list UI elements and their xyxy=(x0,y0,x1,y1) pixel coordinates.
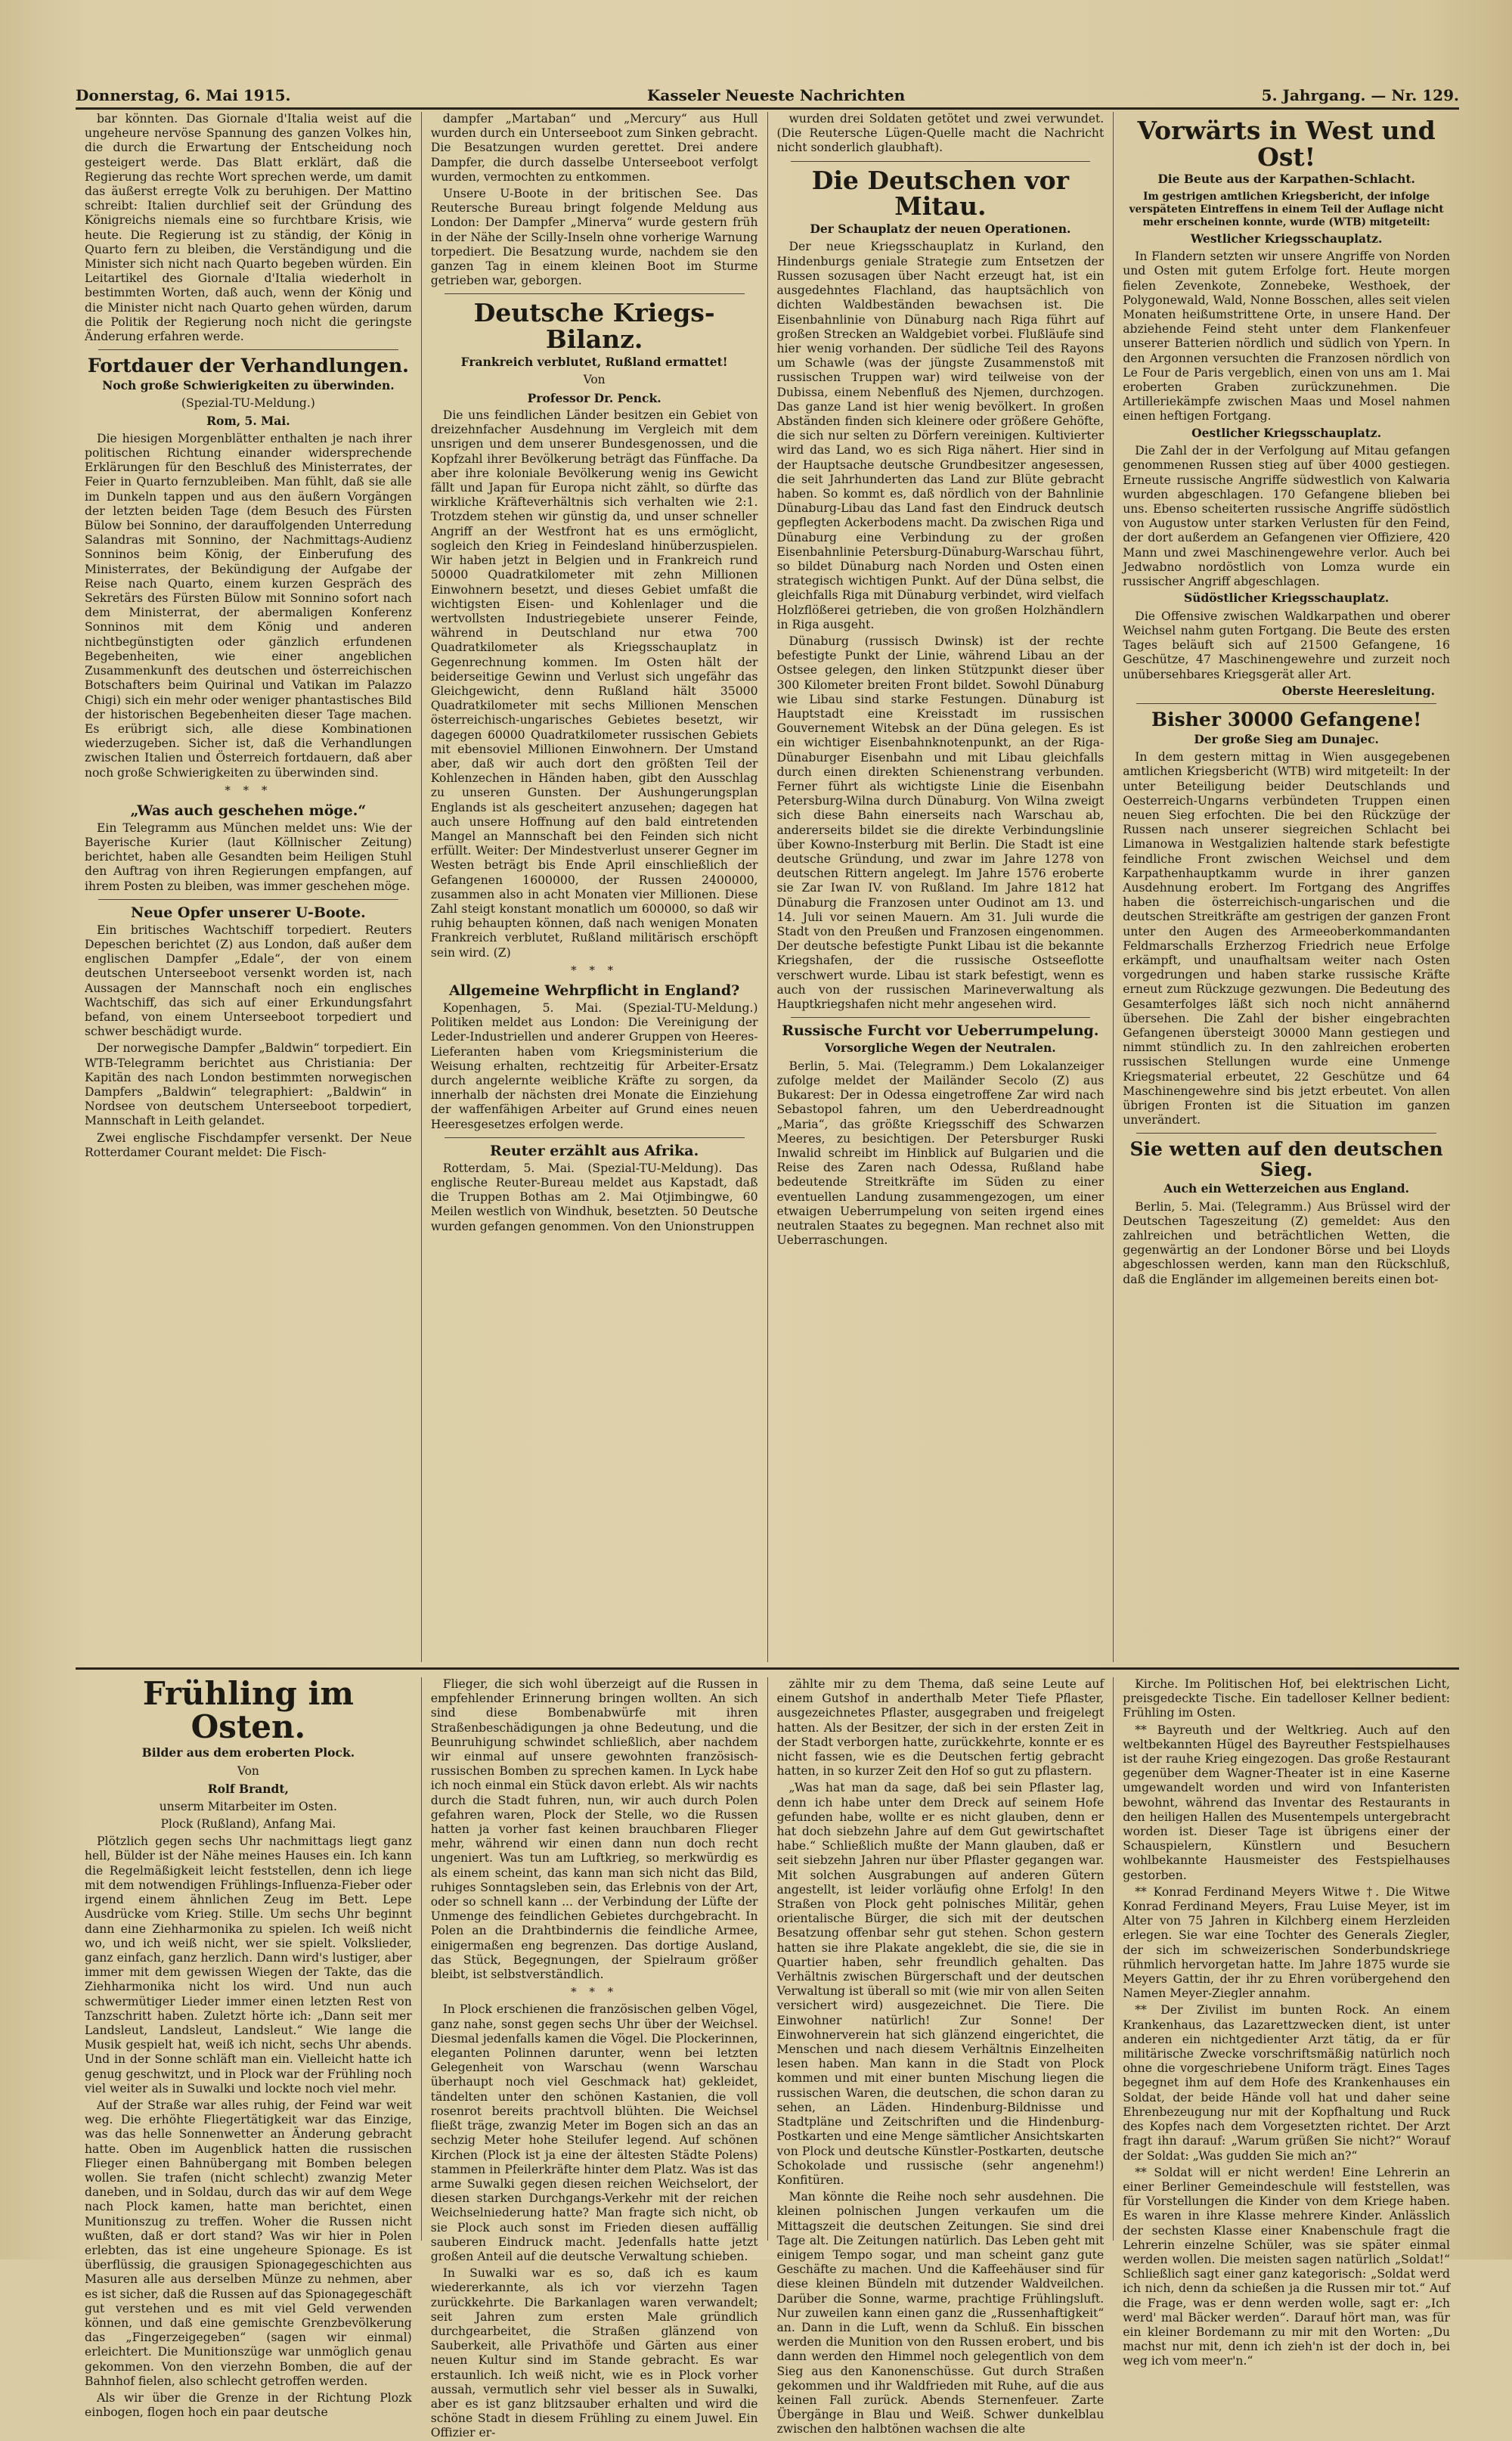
article-paragraph: Ein britisches Wachtschiff torpediert. Reuters Depeschen berichtet (Z) aus London, daß außer dem englischen Dampfer „Edale“, der von einem deutschen Unterseeboot versenkt worden ist, nach Aussagen der Mannschaft noch ein englisches Wachtschiff, das sich auf einer Erkundungsfahrt befand, von einem Unterseeboot torpediert und schwer beschädigt wurde. xyxy=(85,923,412,1039)
article-paragraph: Der neue Kriegsschauplatz in Kurland, den Hindenburgs geniale Strategie zum Entsetzen der Russen sozusagen über Nacht erzeugt hat, ist ein ausgedehntes Flachland, das hauptsächlich von dichten Waldbeständen bewachsen ist. Die Eisenbahnlinie von Dünaburg nach Riga führt auf großen Strecken an Waldgebiet vorbei. Flußläufe sind hier wenig vorhanden. Der südliche Teil des Rayons um Schawle (was der jüngste Zusammenstoß mit russischen Truppen war) wird teilweise von der Dubissa, einem Nebenfluß des Njemen, durchzogen. Das ganze Land ist hier wenig bevölkert. In großen Abständen finden sich kleinere oder größere Gehöfte, die sich nur selten zu Dörfern vereinigen. Kultivierter wird das Land, wo es sich Riga nähert. Hier sind in der Hauptsache deutsche Grundbesitzer angesessen, die seit Jahrhunderten das Land zur Blüte gebracht haben. So kommt es, daß nördlich von der Bahnlinie Dünaburg-Libau das Land fast den Eindruck deutsch gepflegten Ackerbodens macht. Da zwischen Riga und Dünaburg eine Verbindung zu der großen Eisenbahnlinie Petersburg-Dünaburg-Warschau führt, so bildet Dünaburg nach Norden und Osten einen strategisch wichtigen Punkt. Auf der Düna selbst, die gleichfalls Riga mit Dünaburg verbindet, wird vielfach Holzflößerei getrieben, die von großen Holzhändlern in Riga ausgeht. xyxy=(776,240,1105,631)
source-note: (Spezial-TU-Meldung.) xyxy=(181,396,315,411)
headline-afrika: Reuter erzählt aus Afrika. xyxy=(490,1142,699,1159)
article-paragraph: zählte mir zu dem Thema, daß seine Leute auf einem Gutshof in anderthalb Meter Tiefe Pflaster, ausgezeichnetes Pflaster, ausgegraben und freigelegt hatten. Als der Besitzer, der sich in der ersten Zeit in der Stadt verborgen hatte, zurückkehrte, konnte er es nicht fassen, wie es die Deutschen fertig gebracht hatten, in so kurzer Zeit den Hof so gut zu pflastern. xyxy=(776,1677,1105,1779)
dateline: Rom, 5. Mai. xyxy=(206,414,290,429)
divider xyxy=(1136,1133,1436,1134)
headline-verhandlungen: Fortdauer der Verhandlungen. xyxy=(87,355,409,377)
subheadline: Frankreich verblutet, Rußland ermattet! xyxy=(460,354,728,369)
feuilleton-column-2 xyxy=(422,1677,768,2440)
headline-wehrpflicht: Allgemeine Wehrpflicht in England? xyxy=(448,982,740,999)
article-paragraph: Plötzlich gegen sechs Uhr nachmittags liegt ganz hell, Bülder ist der Nähe meines Hauses ein. Ich kann die Regelmäßigkeit leicht feststellen, denn ich liege mit dem notwendigen Frühlings-Influenza-Fieber oder irgend einem ähnlichen Zeug im Bett. Lepe Ausdrücke vom Krieg. Stille. Um sechs Uhr beginnt dann eine Ziehharmonika zu spielen. Ich weiß nicht wo, und ich weiß nicht, wer sie spielt. Volkslieder, ganz einfach, ganz herzlich. Dann wird's lustiger, aber immer mit dem gewissen Wiegen der Takte, das die Ziehharmonika nicht los wird. Und nun auch schwermütiger Lieder immer einen letzten Rest von Tanzschritt haben. Zuletzt hörte ich: „Dann seit mer Landsleut, Landsleut, Landsleut.“ Wie lange die Musik gespielt hat, weiß ich nicht, sechs Uhr abends. Und in der Sonne schläft man ein. Vielleicht hatte ich genug geschwitzt, und in Plock war der Frühling noch viel weiter als in Suwalki und lockte noch viel mehr. xyxy=(85,1835,412,2095)
divider xyxy=(791,1017,1091,1018)
feuilleton-column-3 xyxy=(768,1677,1114,2436)
newspaper-title: Kasseler Neueste Nachrichten xyxy=(647,86,906,104)
divider xyxy=(445,293,745,294)
article-paragraph: Flieger, die sich wohl überzeigt auf die Russen in empfehlender Erinnerung bringen wollten. An sich sind diese Bombenabwürfe mit ihren Straßenbeschädigungen ja ohne Bedeutung, und die Beunruhigung schwindet schließlich, aber nachdem wir einmal auf unsere gewohnten französisch-russischen Bomben zu sprechen kamen. In Lyck habe ich noch einmal ein Stück davon erlebt. Als wir nachts durch die Stadt fuhren, nun, wir auch durch Polen gefahren waren, Plock der Stelle, wo die Russen hatten ja vorher fast keinen brauchbaren Flieger mehr, während wir einen dann nun doch recht ungeniert. Was tun am Luftkrieg, so merkwürdig es als einem scheint, das kann man sich nicht das Bild, ruhiges Sonntagsleben sein, das Erlebnis von der Art, oder so schnell kann ... der Verbindung der Lüfte der Unmenge des feindlichen Gebietes durchgebracht. In Polen an die Drahtbindernis die feindliche Armee, einigermaßen eng begrenzen. Das dortige Ausland, das Stück, Begegnungen, der Spielraum größer bleibt, ist selbstverständlich. xyxy=(430,1677,758,1982)
article-continuation: bar könnten. Das Giornale d'Italia weist auf die ungeheure nervöse Spannung des ganzen Volkes hin, die durch die Erwartung der Entscheidung noch gesteigert werde. Das Blatt erklärt, daß die Regierung das rechte Wort sprechen werde, um damit das äußerst erregte Volk zu beruhigen. Der Mattino schreibt: Italien durchlief seit der Gründung des Königreichs niemals eine so furchtbare Krisis, wie heute. Die Regierung ist zu ständig, der König in Quarto fern zu bleiben, die Verständigung und die Minister sich nicht nach Quarto begeben würden. Ein Leitartikel des Giornale d'Italia wiederholt in bestimmten Worten, daß auch, wenn der König und die Minister nicht nach Quarto gehen würden, darum die Politik der Regierung noch nicht die geringste Änderung erfahren werde. xyxy=(85,112,412,344)
issue-number: 5. Jahrgang. — Nr. 129. xyxy=(1261,86,1459,104)
article-paragraph: Die uns feindlichen Länder besitzen ein Gebiet von dreizehnfacher Ausdehnung im Vergleich mit dem unsrigen und dem unserer Bundesgenossen, und die Kopfzahl ihrer Bevölkerung beträgt das Fünffache. Da aber ihre koloniale Bevölkerung wenig ins Gewicht fällt und Japan für Europa nicht zählt, so dürfte das wirkliche Kräfteverhältnis sich verhalten wie 2:1. Trotzdem stehen wir günstig da, und unser schneller Angriff an der Westfront hat es uns ermöglicht, sogleich den Krieg in Feindesland hinüberzuspielen. Wir haben jetzt in Belgien und in Frankreich rund 50000 Quadratkilometer mit zehn Millionen Einwohnern besetzt, und dieses Gebiet umfaßt die wichtigsten Eisen- und Kohlenlager und die wertvollsten Industriegebiete unserer Feinde, während in Deutschland nur etwa 700 Quadratkilometer als Kriegsschauplatz in Gegenrechnung kommen. Im Osten hält der beiderseitige Gewinn und Verlust sich ungefähr das Gleichgewicht, denn Rußland hält 35000 Quadratkilometer mit sechs Millionen Menschen österreichisch-ungarisches Gebietes besetzt, wir dagegen 60000 Quadratkilometer russischen Gebiets mit ebensoviel Millionen Einwohnern. Der Umstand aber, daß wir auch dort den größten Teil der Kohlenzechen in Händen haben, gibt den Ausschlag zu unseren Gunsten. Der Aushungerungsplan Englands ist als gescheitert anzusehen; dagegen hat auch unsere Hoffnung auf den bald eintretenden Mangel an Mannschaft bei den Feinden sich nicht erfüllt. Weiter: Der Mindestverlust unserer Gegner im Westen beträgt bis Ende April einschließlich der Gefangenen 1600000, der Russen 2400000, zusammen also in acht Monaten vier Millionen. Diese Zahl steigt konstant monatlich um 600000, so daß wir ruhig behaupten können, daß nach wenigen Monaten Frankreich verblutet, Rußland militärisch erschöpft sein wird. (Z) xyxy=(430,408,758,960)
subheadline: Auch ein Wetterzeichen aus England. xyxy=(1163,1180,1409,1196)
article-paragraph: Kopenhagen, 5. Mai. (Spezial-TU-Meldung.) Politiken meldet aus London: Die Vereinigung der Leder-Industriellen und anderer Gruppen von Heeres-Lieferanten haben vom Kriegsministerium die Weisung erhalten, rechtzeitig für Arbeiter-Ersatz durch angelernte weibliche Kräfte zu sorgen, da innerhalb der nächsten drei Monate die Einziehung der waffenfähigen Arbeiter auf Grund eines neuen Heeresgesetzes erfolgen werde. xyxy=(430,1000,758,1131)
divider xyxy=(98,899,398,900)
subheadline: Bilder aus dem eroberten Plock. xyxy=(141,1745,355,1760)
headline-was-auch-geschehen: „Was auch geschehen möge.“ xyxy=(130,802,367,819)
divider xyxy=(98,349,398,350)
subheadline: Noch große Schwierigkeiten zu überwinden. xyxy=(102,377,395,392)
news-item-bayreuth: ** Bayreuth und der Weltkrieg. Auch auf den weltbekannten Hügel des Bayreuther Festspielhauses ist der rauhe Krieg eingezogen. Das große Restaurant gegenüber dem Wagner-Theater ist in eine Kaserne umgewandelt worden und wird von Infanteristen bewohnt, während das Inventar des Restaurants in den heiligen Hallen des Musentempels untergebracht worden ist. Dieser Tage ist übrigens einer der Schauspielern, Künstlern und Besuchern wohlbekannte Hausmeister des Festspielhauses gestorben. xyxy=(1123,1723,1450,1882)
column-2 xyxy=(422,112,768,1662)
byline-author: Professor Dr. Penck. xyxy=(527,390,662,405)
byline-von: Von xyxy=(583,373,606,387)
headline-u-boote: Neue Opfer unserer U-Boote. xyxy=(130,904,366,921)
article-paragraph: Die Zahl der in der Verfolgung auf Mitau gefangen genommenen Russen stieg auf über 4000 gestiegen. Erneute russische Angriffe südwestlich von Kalwaria wurden abgeschlagen. 170 Gefangene blieben bei uns. Ebenso scheiterten russische Angriffe südöstlich von Augustow unter starken Verlusten für den Feind, der dort außerdem an Gefangenen vier Offiziere, 420 Mann und zwei Maschinengewehre verlor. Auch bei Jedwabno nordöstlich von Lomza wurde ein russischer Angriff abgeschlagen. xyxy=(1123,444,1450,588)
article-paragraph: In Suwalki war es so, daß ich es kaum wiedererkannte, als ich vor vierzehn Tagen zurückkehrte. Die Barkanlagen waren verwandelt; seit Jahren zum ersten Male gründlich durchgearbeitet, die Straßen glänzend von Sauberkeit, alle Privathöfe und Gärten aus einer neuen Kultur sind im Stande gebracht. Es war erstaunlich. Ich weiß nicht, wie es in Plock vorher aussah, vermutlich sehr viel besser als in Suwalki, aber es ist ganz blitzsauber erhalten und wird die schöne Stadt in diesem Frühling zu einem Juwel. Ein Offizier er- xyxy=(430,2266,758,2440)
headline-vorwaerts: Vorwärts in West und Ost! xyxy=(1137,116,1436,172)
upper-section xyxy=(76,112,1459,1662)
byline-author: Rolf Brandt, xyxy=(207,1782,289,1797)
dateline: Plock (Rußland), Anfang Mai. xyxy=(160,1816,336,1831)
news-item-meyer: ** Konrad Ferdinand Meyers Witwe †. Die Witwe Konrad Ferdinand Meyers, Frau Luise Meyer, ist im Alter von 75 Jahren in Kilchberg einem Herzleiden erlegen. Sie war eine Tochter des Generals Ziegler, der sich im schweizerischen Sonderbundskriege rühmlich hervorgetan hatte. Im Jahre 1875 wurde sie Meyers Gattin, der ihr zu Ehren vorübergehend den Namen Meyer-Ziegler annahm. xyxy=(1123,1884,1450,2001)
article-paragraph: In dem gestern mittag in Wien ausgegebenen amtlichen Kriegsbericht (WTB) wird mitgeteilt: In der unter Beteiligung beider Deutschlands und Oesterreich-Ungarns verbündeten Truppen einen neuen Sieg erfochten. Die bei den Rückzüge der Russen nach unserer siegreichen Schlacht bei Limanowa in Westgalizien haltende stark befestigte feindliche Front zwischen Weichsel und dem Karpathenhauptkamm wurde in ihrer ganzen Ausdehnung erobert. Im Fortgang des Angriffes haben die österreichisch-ungarischen und die deutschen Streitkräfte am gestrigen der ganzen Front unter den Augen des Armeeoberkommandanten Feldmarschalls Erzherzog Friedrich neue Erfolge erkämpft, und unaufhaltsam weiter nach Osten vorgedrungen und haben starke russische Kräfte erneut zum Rückzuge gezwungen. Die Bedeutung des Gesamterfolges läßt sich noch nicht annähernd übersehen. Die Zahl der bisher eingebrachten Gefangenen übersteigt 30000 Mann gestiegen und nimmt stündlich zu. In den zahlreichen eroberten russischen Stellungen wurde eine Unmenge Kriegsmaterial erbeutet, 22 Geschütze und 64 Maschinengewehre sind bis jetzt erbeutet. Von allen übrigen Fronten ist die Situation im ganzen unverändert. xyxy=(1123,750,1450,1127)
byline-von: Von xyxy=(237,1763,259,1778)
ornament: * * * xyxy=(571,963,618,977)
article-paragraph: Unsere U-Boote in der britischen See. Das Reutersche Bureau bringt folgende Meldung aus London: Der Dampfer „Minerva“ wurde gestern früh in der Nähe der Scilly-Inseln ohne vorherige Warnung torpediert. Die Besatzung wurde, nachdem sie den ganzen Tag in einem kleinen Boot im Sturme getrieben war, geborgen. xyxy=(430,187,758,288)
headline-fruehling: Frühling im Osten. xyxy=(142,1675,354,1746)
article-paragraph: Als wir über die Grenze in der Richtung Plozk einbogen, flogen hoch ein paar deutsche xyxy=(85,2391,412,2420)
signature: Oberste Heeresleitung. xyxy=(1281,683,1435,698)
article-paragraph: „Was hat man da sage, daß bei sein Pflaster lag, denn ich habe unter dem Dreck auf seinem Hofe gefunden habe, wollte er es nicht glauben, denn er hat doch siebzehn Jahre auf dem Gut gewirtschaftet habe.“ Schließlich mußte der Mann glauben, daß er seit siebzehn Jahren nur über Pflaster gegangen war. Mit solchen Ausgrabungen auf anderen Gütern angestellt, ist leider vorläufig ohne Erfolg! In den Straßen von Plock geht polnisches Militär, gehen orientalische Bürger, die sich mit der deutschen Besatzung offenbar sehr gut stehen. Schon gestern hatten sie ihre Plakate angeklebt, die sie, die sie in Quartier haben, sehr freundlich gehalten. Das Verhältnis zwischen Bürgerschaft und der deutschen Verwaltung ist überall so mit (wie mir von allen Seiten versichert wird) ausgezeichnet. Die Tiere. Die Einwohner natürlich! Zur Sonne! Der Einwohnerverein hat sich glänzend eingerichtet, die Menschen und nach diesem Verhältnis Einzelheiten lesen haben. Man kann in die Stadt von Plock kommen und mit einer bunten Mischung liegen die russischen Waren, die deutschen, die schon daran zu sehen, an Läden. Hindenburg-Bildnisse und Stadtpläne und Zeitschriften und die Hindenburg-Postkarten und eine Menge sämtlicher Ansichtskarten von Plock und deutsche Künstler-Postkarten, deutsche Schokolade und russische (sehr angenehm!) Konfitüren. xyxy=(776,1781,1105,2187)
article-paragraph: Die Offensive zwischen Waldkarpathen und oberer Weichsel nahm guten Fortgang. Die Beute des ersten Tages beläuft sich auf 21500 Gefangene, 16 Geschütze, 47 Maschinengewehre und zurzeit noch unübersehbares Kriegsgerät aller Art. xyxy=(1123,609,1450,681)
ornament: * * * xyxy=(225,783,272,797)
column-1 xyxy=(76,112,422,1662)
article-paragraph: Dünaburg (russisch Dwinsk) ist der rechte befestigte Punkt der Linie, während Libau an der Ostsee gelegen, den linken Stützpunkt dieser über 300 Kilometer breiten Front bildet. Sowohl Dünaburg wie Libau sind starke Festungen. Dünaburg ist Hauptstadt eine Kreisstadt im russischen Gouvernement Witebsk an der Düna gelegen. Es ist ein wichtiger Eisenbahnknotenpunkt, an der Riga-Dünaburger Eisenbahn und mit Libau gleichfalls durch einen direkten Schienenstrang verbunden. Ferner führt als wichtigste Linie die Eisenbahn Petersburg-Wilna durch Dünaburg. Von Wilna zweigt sich diese Bahn einerseits nach Warschau ab, andererseits bildet sie die direkte Verbindungslinie über Kowno-Insterburg mit Berlin. Die Stadt ist eine deutsche Gründung, und zwar im Jahre 1278 von deutschen Rittern angelegt. Im Jahre 1576 eroberte sie Zar Iwan IV. von Rußland. Im Jahre 1812 hat Dünaburg die Franzosen unter Oudinot am 13. und 14. Juli vor seinen Mauern. Am 31. Juli wurde die Stadt von den Preußen und Franzosen eingenommen. Der deutsche befestigte Punkt Libau ist die bekannte Kriegshafen, der die russische Ostseeflotte verschwert wurde. Libau ist stark befestigt, wenn es auch von der russischen Marineverwaltung als Hauptkriegshafen nicht mehr angesehen wird. xyxy=(776,634,1105,1012)
section-west: Westlicher Kriegsschauplatz. xyxy=(1190,231,1383,246)
headline-russische-furcht: Russische Furcht vor Ueberrumpelung. xyxy=(782,1022,1099,1040)
article-paragraph: Kirche. Im Politischen Hof, bei elektrischen Licht, preisgedeckte Tische. Ein tadelloser Kellner bedient: Frühling im Osten. xyxy=(1123,1677,1450,1720)
article-paragraph: Der norwegische Dampfer „Baldwin“ torpediert. Ein WTB-Telegramm berichtet aus Christiania: Der Kapitän des nach London bestimmten norwegischen Dampfers „Baldwin“ telegraphiert: „Baldwin“ in Nordsee von deutschem Unterseeboot torpediert, Mannschaft in Leith gelandet. xyxy=(85,1041,412,1128)
intro-note: Im gestrigen amtlichen Kriegsbericht, der infolge verspäteten Eintreffens in einem Teil der Auflage nicht mehr erscheinen konnte, wurde (WTB) mitgeteilt: xyxy=(1129,190,1444,228)
article-paragraph: In Plock erschienen die französischen gelben Vögel, ganz nahe, sonst gegen sechs Uhr über der Weichsel. Diesmal jedenfalls kamen die Vögel. Die Plockerinnen, eleganten Polinnen darunter, wenn bei letzten Gelegenheit von Warschau (wenn Warschau überhaupt noch viel Geschmack hat) gekleidet, tändelten unter den schönen Kastanien, die voll rosenrot bereits prachtvoll blühten. Die Weichsel fließt träge, zwanzig Meter im Bogen sich an das an sechzig Meter hohe Steilufer legend. Auf schönen Kirchen (Plock ist ja eine der ältesten Städte Polens) stammen in Pfeilerkräfte hinter dem Platz. Was ist das arme Suwalki gegen diesen reichen Weichselort, der diesen starken Durchgangs-Verkehr mit der reichen Weichselniederung hatte? Man fragte sich nicht, ob sie Plock auch sonst im Frieden diesen auffällig sauberen Eindruck macht. Jedenfalls hatte jetzt großen Anteil auf die deutsche Verwaltung schieben. xyxy=(430,2002,758,2263)
section-southeast: Südöstlicher Kriegsschauplatz. xyxy=(1183,591,1390,606)
article-continuation: dampfer „Martaban“ und „Mercury“ aus Hull wurden durch ein Unterseeboot zum Sinken gebracht. Die Besatzungen wurden gerettet. Drei andere Dampfer, die durch dasselbe Unterseeboot verfolgt wurden, vermochten zu entkommen. xyxy=(430,112,758,184)
divider xyxy=(445,1137,745,1138)
article-paragraph: Rotterdam, 5. Mai. (Spezial-TU-Meldung). Das englische Reuter-Bureau meldet aus Kapstadt, daß die Truppen Bothas am 2. Mai Otjimbingwe, 60 Meilen westlich von Windhuk, besetzten. 50 Deutsche wurden gefangen genommen. Von den Unionstruppen xyxy=(430,1161,758,1233)
article-paragraph: Berlin, 5. Mai. (Telegramm.) Dem Lokalanzeiger zufolge meldet der Mailänder Secolo (Z) aus Bukarest: Der in Odessa eingetroffene Zar wird nach Sebastopol fahren, um den Ueberdreadnought „Maria“, das größte Kriegsschiff des Schwarzen Meeres, zu besichtigen. Der Petersburger Ruski Inwalid schreibt im Hinblick auf Bulgarien und die Reise des Zaren nach Odessa, Rußland habe bedeutende Streitkräfte im Süden zu einer eventuellen Landung zusammengezogen, um einer etwaigen Ueberrumpelung von seiten irgend eines neutralen Staates zu begegnen. Man rechnet also mit Ueberraschungen. xyxy=(776,1059,1105,1248)
feuilleton-column-4 xyxy=(1114,1677,1459,2368)
article-paragraph: In Flandern setzten wir unsere Angriffe von Norden und Osten mit gutem Erfolge fort. Heute morgen fielen Zevenkote, Zonnebeke, Westhoek, der Polygonewald, Wald, Nonne Bosschen, alles seit vielen Monaten heißumstrittene Orte, in unsere Hand. Der abziehende Feind steht unter dem Flankenfeuer unserer Batterien nördlich und südlich von Ypern. In den Argonnen versuchten die Franzosen nördlich von Le Four de Paris vergeblich, einen von uns am 1. Mai eroberten Graben zurückzunehmen. Die Artilleriekämpfe zwischen Maas und Mosel nahmen einen heftigen Fortgang. xyxy=(1123,250,1450,423)
feuilleton-column-1 xyxy=(76,1675,422,2420)
headline-kriegs-bilanz: Deutsche Kriegs-Bilanz. xyxy=(473,298,715,355)
headline-wetten: Sie wetten auf den deutschen Sieg. xyxy=(1129,1138,1443,1180)
divider xyxy=(791,161,1091,162)
article-paragraph: Ein Telegramm aus München meldet uns: Wie der Bayerische Kurier (laut Köllnischer Zeitung) berichtet, haben alle Gesandten beim Heiligen Stuhl den Auftrag von ihren Regierungen empfangen, auf ihrem Posten zu bleiben, was immer geschehen möge. xyxy=(85,820,412,893)
column-4 xyxy=(1114,112,1459,1662)
article-paragraph: Berlin, 5. Mai. (Telegramm.) Aus Brüssel wird der Deutschen Tageszeitung (Z) gemeldet: Aus den zahlreichen und beträchtlichen Wetten, die gegenwärtig an der Londoner Börse und bei Lloyds abgeschlossen werden, kann man den Rückschluß, daß die Engländer im allgemeinen bereits einen bot- xyxy=(1123,1199,1450,1286)
headline-mitau: Die Deutschen vor Mitau. xyxy=(811,165,1069,222)
headline-30000-gefangene: Bisher 30000 Gefangene! xyxy=(1151,709,1422,731)
article-paragraph: Man könnte die Reihe noch sehr ausdehnen. Die kleinen polnischen Jungen verkaufen um die Mittagszeit die deutschen Zeitungen. Sie sind drei Tage alt. Die Zeitungen natürlich. Das Leben geht mit einigem Tempo sogar, und man scheint ganz gute Geschäfte zu machen. Und die Kaffeehäuser sind für diese kleinen Bündeln mit dutzender Waldveilchen. Darüber die Sonne, warme, prachtige Frühlingsluft. Nur zuweilen kann einen ganz die „Russenhaftigkeit“ an. Dann in die Luft, wenn da Schluß. Ein bisschen werden die Munition von den Russen erobert, und bis dann werden den Himmel noch gelegentlich von dem Sieg aus den Kanonenschüsse. Gut durch Straßen gekommen und ihr Waldfrieden mit Ruhe, auf die aus keinen Fall zurück. Abends Sternenfeuer. Zarte Übergänge in Blau und Weiß. Schwer dunkelblau zwischen den halbtönen wachsen die alte xyxy=(776,2190,1105,2436)
byline-role: unserm Mitarbeiter im Osten. xyxy=(159,1799,337,1813)
divider xyxy=(1136,703,1436,704)
ornament: * * * xyxy=(571,1985,618,1999)
section-east: Oestlicher Kriegsschauplatz. xyxy=(1191,425,1382,440)
column-3 xyxy=(768,112,1114,1662)
news-item-soldat: ** Soldat will er nicht werden! Eine Lehrerin an einer Berliner Gemeindeschule will feststellen, was für Vorstellungen die Kinder von dem Kriege haben. Es waren in ihre Klasse mehrere Kinder. Anlässlich der sechsten Klasse einer Knabenschule fragt die Lehrerin einzelne Schüler, was sie später einmal werden wollen. Die meisten sagen natürlich „Soldat!“ Schließlich sagt einer ganz kategorisch: „Soldat werd ich nich, denn da schießen ja die Russen mir tot.“ Auf die Frage, was er denn werden wolle, sagt er: „Ich werd' mal Bäcker werden“. Darauf hört man, was für ein kleiner Bordemann zu mir mit den Worten: „Du machst nur mit, denn ich zieh'n ist der doch in, bei weg ich vom meer'n.“ xyxy=(1123,2165,1450,2368)
subheadline: Vorsorgliche Wegen der Neutralen. xyxy=(825,1041,1056,1056)
article-paragraph: Die hiesigen Morgenblätter enthalten je nach ihrer politischen Richtung einander widersprechende Erklärungen für den Beschluß des Ministerrates, der Feier in Quarto fernzubleiben. Man fühlt, daß sie alle im Dunkeln tappen und aus den äußern Vorgängen der letzten beiden Tage (dem Besuch des Fürsten Bülow bei Sonnino, der darauffolgenden Unterredung Salandras mit Sonnino, der Nachmittags-Audienz Sonninos beim König, der Einberufung des Ministerrates, der Bekündigung der Aufgabe der Reise nach Quarto, einem kurzen Gespräch des Sekretärs des Fürsten Bülow mit Sonnino sofort nach dem Ministerrat, der abermaligen Konferenz Sonninos mit dem König und anderen nichtbegünstigten oder gänzlich erfundenen Begebenheiten, wie einer angeblichen Zusammenkunft des deutschen und österreichischen Botschafters beim Quirinal und Vatikan im Palazzo Chigi) sich ein mehr oder weniger phantastisches Bild der historischen Begebenheiten dieser Tage machen. Es erübrigt sich, alle diese Kombinationen wiederzugeben. Sicher ist, daß die Verhandlungen zwischen Italien und Österreich fortdauern, daß aber noch große Schwierigkeiten zu überwinden sind. xyxy=(85,431,412,780)
article-continuation: wurden drei Soldaten getötet und zwei verwundet. (Die Reutersche Lügen-Quelle macht die Nachricht nicht sonderlich glaubhaft). xyxy=(776,112,1105,155)
subheadline: Der Schauplatz der neuen Operationen. xyxy=(810,221,1071,236)
news-item-zivilist: ** Der Zivilist im bunten Rock. An einem Krankenhaus, das Lazarettzwecken dient, ist unter anderen ein nichtgedienter Arzt tätig, da er für militärische Zwecke vorschriftsmäßig natürlich noch ohne die vorgeschriebene Uniform trägt. Eines Tages begegnet ihm auf dem Hofe des Krankenhauses ein Soldat, der beide Hände voll hat und daher seine Ehrenbezeugung nur mit der Kopfhaltung und Ruck des Kopfes nach dem Vorgesetzten richtet. Der Arzt fragt ihn darauf: „Warum grüßen Sie nicht?“ Worauf der Soldat: „Was gudden Sie mich an?“ xyxy=(1123,2003,1450,2163)
feuilleton-section xyxy=(76,1667,1459,2440)
issue-date: Donnerstag, 6. Mai 1915. xyxy=(76,86,291,104)
subheadline: Die Beute aus der Karpathen-Schlacht. xyxy=(1157,172,1415,187)
masthead xyxy=(76,79,1459,110)
article-paragraph: Auf der Straße war alles ruhig, der Feind war weit weg. Die erhöhte Fliegertätigkeit war das Einzige, was das helle Sonnenwetter an Änderung gebracht hatte. Oben im Augenblick hatten die russischen Flieger einen Bahnübergang mit Bomben belegen wollen. Sie trafen (nicht schlecht) zwanzig Meter daneben, und in Soldau, durch das wir auf dem Wege nach Plock kamen, hatte man berichtet, einen Munitionszug zu treffen. Woher die Russen nicht wußten, daß er dort stand? Was wir hier in Polen erlebten, das ist eine ungeheure Spionage. Es ist überflüssig, die grausigen Spionagegeschichten aus Masuren alle aus derselben Münze zu nehmen, aber es ist sicher, daß die Russen auf das Spionagegeschäft gut verstehen und es mit viel Geld verwenden können, und daß eine gemischte Grenzbevölkerung das „Fingerzeigegeben“ (sagen wir einmal) erleichtert. Die Munitionszüge war unmöglich genau gekommen. Von den vierzehn Bomben, die auf der Bahnhof fielen, also schlecht getroffen werden. xyxy=(85,2098,412,2388)
article-paragraph: Zwei englische Fischdampfer versenkt. Der Neue Rotterdamer Courant meldet: Die Fisch- xyxy=(85,1131,412,1159)
subheadline: Der große Sieg am Dunajec. xyxy=(1194,731,1379,746)
